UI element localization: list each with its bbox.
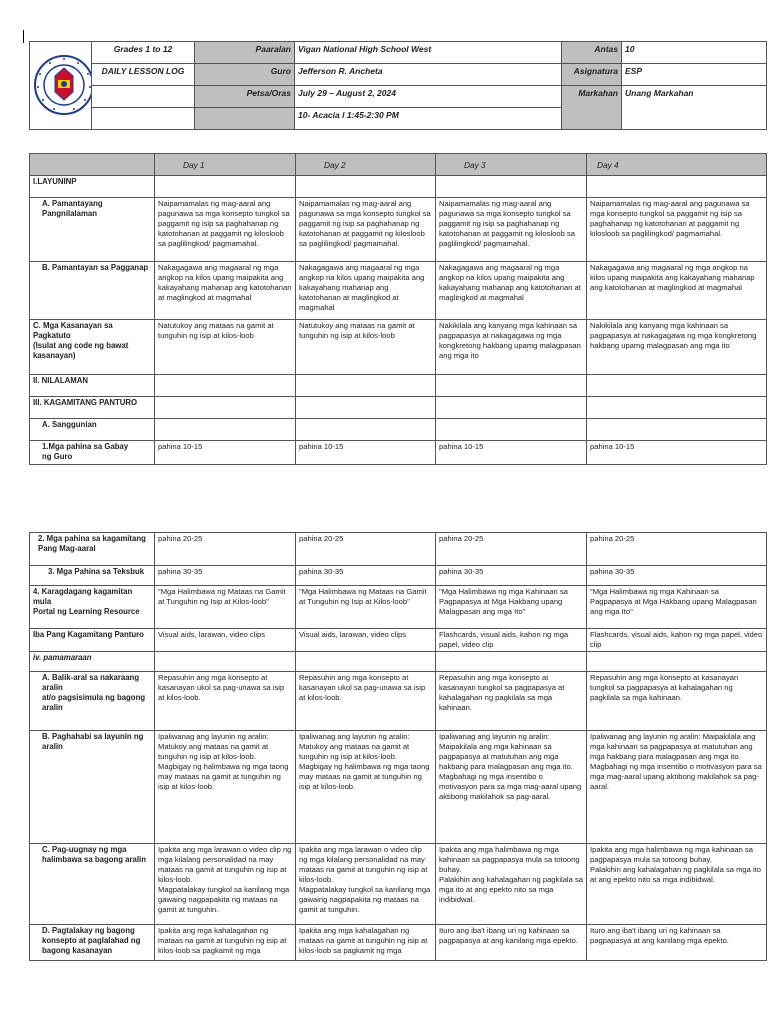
empty-cell [436,375,587,397]
balik-day4: Repasuhin ang mga konsepto at kasanayan tungkol sa pagpapasya at kahalagahan ng pagkilala sa mga kahinaan. [587,672,767,731]
paghahabi-day2: Ipaliwanag ang layunin ng aralin: Matukoy ang mataas na gamit at tunguhin ng isip at kilos-loob. Magbigay ng halimbawa ng mga taong may mataas na gamit at tunguhin ng isip at kilos-loob. [296,731,436,844]
balik-label: A. Balik-aral sa nakaraang aralin at/o pagsisimula ng bagong aralin [30,672,155,731]
iba-day1: Visual aids, larawan, video clips [155,629,296,652]
kasanayan-day2: Natutukoy ang mataas na gamit at tunguhin ng isip at kilos-loob [296,320,436,375]
paghahabi-day1: Ipaliwanag ang layunin ng aralin: Matukoy ang mataas na gamit at tunguhin ng isip at kilos-loob. Magbigay ng halimbawa ng mga taong may mataas na gamit at tunguhin ng isip at kilos-loob. [155,731,296,844]
teksbuk-label: 3. Mga Pahina sa Teksbuk [30,566,155,586]
empty-cell [296,652,436,672]
pagtalakay-label: D. Pagtalakay ng bagong konsepto at paglalahad ng bagong kasanayan [30,925,155,961]
empty-cell [436,397,587,419]
karagdagan-day1: "Mga Halimbawa ng Mataas na Gamit at Tunguhin ng Isip at Kilos-loob" [155,586,296,629]
pamamaraan-label: iv. pamamaraan [30,652,155,672]
pagtalakay-day4: Ituro ang iba't ibang uri ng kahinaan sa pagpapasya at ang kanilang mga epekto. [587,925,767,961]
guro-label: Guro [195,64,295,86]
teksbuk-day3: pahina 30-35 [436,566,587,586]
empty-cell [296,397,436,419]
pagganap-label: B. Pamantayan sa Pagganap [30,262,155,320]
guro-value: Jefferson R. Ancheta [295,64,562,86]
empty-cell [436,176,587,198]
kagamitang-day3: pahina 20-25 [436,533,587,566]
gabay-day4: pahina 10-15 [587,441,767,465]
sanggunian-label: A. Sanggunian [30,419,155,441]
deped-logo [30,42,92,130]
karagdagan-day2: "Mga Halimbawa ng Mataas na Gamit at Tunguhin ng Isip at Kilos-loob" [296,586,436,629]
pag-uugnay-label: C. Pag-uugnay ng mga halimbawa sa bagong aralin [30,844,155,925]
empty-cell [587,375,767,397]
blank-cell [92,86,195,108]
teksbuk-day2: pahina 30-35 [296,566,436,586]
karagdagan-label: 4. Karagdagang kagamitan mula Portal ng Learning Resource [30,586,155,629]
dll-title: DAILY LESSON LOG [92,64,195,86]
empty-cell [587,652,767,672]
kagamitang-day2: pahina 20-25 [296,533,436,566]
kasanayan-day3: Nakikilala ang kanyang mga kahinaan sa pagpapasya at nakagagawa ng mga kongkretong hakbang upamg malagpasan ang mga ito [436,320,587,375]
pagtalakay-day2: Ipakita ang mga kahalagahan ng mataas na gamit at tunguhin ng isip at kilos-loob sa pagkamit ng mga [296,925,436,961]
header-table [29,41,767,130]
iba-day2: Visual aids, larawan, video clips [296,629,436,652]
blank-gray-cell [195,108,295,130]
pamantayang-day4: Naipamamalas ng mag-aaral ang pagunawa sa mga konsepto tungkol sa paggamit ng isip sa paghahanap ng katotohanan at paggamit ng kilosloob sa paglilingkod/ pagmamahal. [587,198,767,262]
empty-cell [296,176,436,198]
deped-seal-icon [33,54,92,116]
karagdagan-day3: "Mga Halimbawa ng mga Kahinaan sa Pagpapasya at Mga Hakbang upang Malagpasan ang mga Ito" [436,586,587,629]
pamantayang-day1: Naipamamalas ng mag-aaral ang pagunawa sa mga konsepto tungkol sa paggamit ng isip sa paghahanap ng katotohanan at paggamit ng kilosloob sa paglilingkod/ pagmamahal. [155,198,296,262]
paghahabi-day4: Ipaliwanag ang layunin ng aralin: Maipakilala ang mga kahinaan sa pagpapasya at matutuhan ang mga hakbang para malagpasan ang mga ito. Magbahagi ng mga insentibo o motivasyon para sa mga mag-aaral upang aktibong makilahok sa pag-aaral. [587,731,767,844]
balik-day2: Repasuhin ang mga konsepto at kasanayan ukol sa pag-unawa sa isip at kilos-loob. [296,672,436,731]
teksbuk-day1: pahina 30-35 [155,566,296,586]
pag-uugnay-day1: Ipakita ang mga larawan o video clip ng mga kilalang personalidad na may mataas na gamit at tunguhin ng isip at kilos-loob. Magpatalakay tungkol sa kanilang mga gawaing nagpapakita ng mataas na gamit at tunguhin. [155,844,296,925]
balik-day3: Repasuhin ang mga konsepto at kasanayan tungkol sa pagpapasya at kahalagahan ng pagkilala sa mga kahinaan. [436,672,587,731]
pagganap-day3: Nakagagawa ang magaaral ng mga angkop na kilos upang maipakita ang kakayahang mahanap ang katotohanan at maglingkod at magmahal [436,262,587,320]
paaralan-value: Vigan National High School West [295,42,562,64]
pagganap-day4: Nakagagawa ang magaaral ng mga angkop na kilos upang maipakita ang kakayahang mahanap ang katotohanan at maglingkod at magmahal [587,262,767,320]
header-blank [30,154,155,176]
markahan-value: Unang Markahan [622,86,767,130]
empty-cell [587,176,767,198]
pagganap-day2: Nakagagawa ang magaaral ng mga angkop na kilos upang maipakita ang kakayahang mahanap ang katotohanan at maglingkod at magmahal [296,262,436,320]
empty-cell [436,419,587,441]
kagamitang-label: 2. Mga pahina sa kagamitang Pang Mag-aaral [30,533,155,566]
grades-label: Grades 1 to 12 [92,42,195,64]
iba-day3: Flashcards, visual aids, kahon ng mga papel, video clip [436,629,587,652]
teksbuk-day4: pahina 30-35 [587,566,767,586]
text-cursor [23,30,24,43]
lesson-table-part1 [29,153,767,465]
nilalaman-label: II. NILALAMAN [30,375,155,397]
gabay-label: 1.Mga pahina sa Gabay ng Guro [30,441,155,465]
paaralan-label: Paaralan [195,42,295,64]
empty-cell [436,652,587,672]
karagdagan-day4: "Mga Halimbawa ng mga Kahinaan sa Pagpapasya at Mga Hakbang upang Malagpasan ang mga Ito" [587,586,767,629]
day-2-header: Day 2 [296,154,436,176]
kagamitan-label: III. KAGAMITANG PANTURO [30,397,155,419]
empty-cell [155,652,296,672]
pag-uugnay-day4: Ipakita ang mga halimbawa ng mga kahinaan sa pagpapasya mula sa totoong buhay. Palakihin ang kahalagahan ng pagkilala sa mga ito at ang epekto nito sa mga indibidwal. [587,844,767,925]
kasanayan-day1: Natutukoy ang mataas na gamit at tunguhin ng isip at kilos-loob [155,320,296,375]
pagtalakay-day3: Ituro ang iba't ibang uri ng kahinaan sa pagpapasya at ang kanilang mga epekto. [436,925,587,961]
empty-cell [155,397,296,419]
empty-cell [155,375,296,397]
day-4-header: Day 4 [587,154,767,176]
pamantayang-day3: Naipamamalas ng mag-aaral ang pagunawa sa mga konsepto tungkol sa paggamit ng isip sa paghahanap ng katotohanan at paggamit ng kilosloob sa paglilingkod/ pagmamahal. [436,198,587,262]
pamantayang-label: A. Pamantayang Pangnilalaman [30,198,155,262]
gabay-day1: pahina 10-15 [155,441,296,465]
day-1-header: Day 1 [155,154,296,176]
empty-cell [155,176,296,198]
antas-label: Antas [562,42,622,64]
kasanayan-label: C. Mga Kasanayan sa Pagkatuto (Isulat ang code ng bawat kasanayan) [30,320,155,375]
pag-uugnay-day2: Ipakita ang mga larawan o video clip ng mga kilalang personalidad na may mataas na gamit at tunguhin ng isip at kilos-loob. Magpatalakay tungkol sa kanilang mga gawaing nagpapakita ng mataas na gamit at tunguhin. [296,844,436,925]
kagamitang-day1: pahina 20-25 [155,533,296,566]
paghahabi-day3: Ipaliwanag ang layunin ng aralin: Maipakilala ang mga kahinaan sa pagpapasya at matutuhan ang mga hakbang para malagpasan ang mga ito. Magbahagi ng mga insentibo o motivasyon para sa mga mag-aaral upang aktibong makilahok sa pag-aaral. [436,731,587,844]
empty-cell [587,419,767,441]
balik-day1: Repasuhin ang mga konsepto at kasanayan ukol sa pag-unawa sa isip at kilos-loob. [155,672,296,731]
empty-cell [155,419,296,441]
pag-uugnay-day3: Ipakita ang mga halimbawa ng mga kahinaan sa pagpapasya mula sa totoong buhay. Palakihin ang kahalagahan ng pagkilala sa mga ito at ang epekto nito sa mga indibidwal. [436,844,587,925]
iba-day4: Flashcards, visual aids, kahon ng mga papel, video clip [587,629,767,652]
empty-cell [296,375,436,397]
blank-cell [92,108,195,130]
pamantayang-day2: Naipamamalas ng mag-aaral ang pagunawa sa mga konsepto tungkol sa paggamit ng isip sa paghahanap ng katotohanan at paggamit ng kilosloob sa paglilingkod/ pagmamahal. [296,198,436,262]
gabay-day3: pahina 10-15 [436,441,587,465]
antas-value: 10 [622,42,767,64]
kagamitang-day4: pahina 20-25 [587,533,767,566]
empty-cell [296,419,436,441]
asignatura-value: ESP [622,64,767,86]
iba-label: Iba Pang Kagamitang Panturo [30,629,155,652]
asignatura-label: Asignatura [562,64,622,86]
pagtalakay-day1: Ipakita ang mga kahalagahan ng mataas na gamit at tunguhin ng isip at kilos-loob sa pagkamit ng mga [155,925,296,961]
empty-cell [587,397,767,419]
pagganap-day1: Nakagagawa ang magaaral ng mga angkop na kilos upang maipakita ang kakayahang mahanap ang katotohanan at maglingkod at magmahal [155,262,296,320]
day-3-header: Day 3 [436,154,587,176]
markahan-label: Markahan [562,86,622,130]
petsa-value: July 29 – August 2, 2024 [295,86,562,108]
paghahabi-label: B. Paghahabi sa layunin ng aralin [30,731,155,844]
layunin-label: I.LAYUNINP [30,176,155,198]
kasanayan-day4: Nakikilala ang kanyang mga kahinaan sa pagpapasya at nakagagawa ng mga kongkretong hakbang upamg malagpasan ang mga ito [587,320,767,375]
petsa-label: Petsa/Oras [195,86,295,108]
gabay-day2: pahina 10-15 [296,441,436,465]
section-value: 10- Acacia l 1:45-2:30 PM [295,108,562,130]
lesson-table-part2 [29,532,767,961]
